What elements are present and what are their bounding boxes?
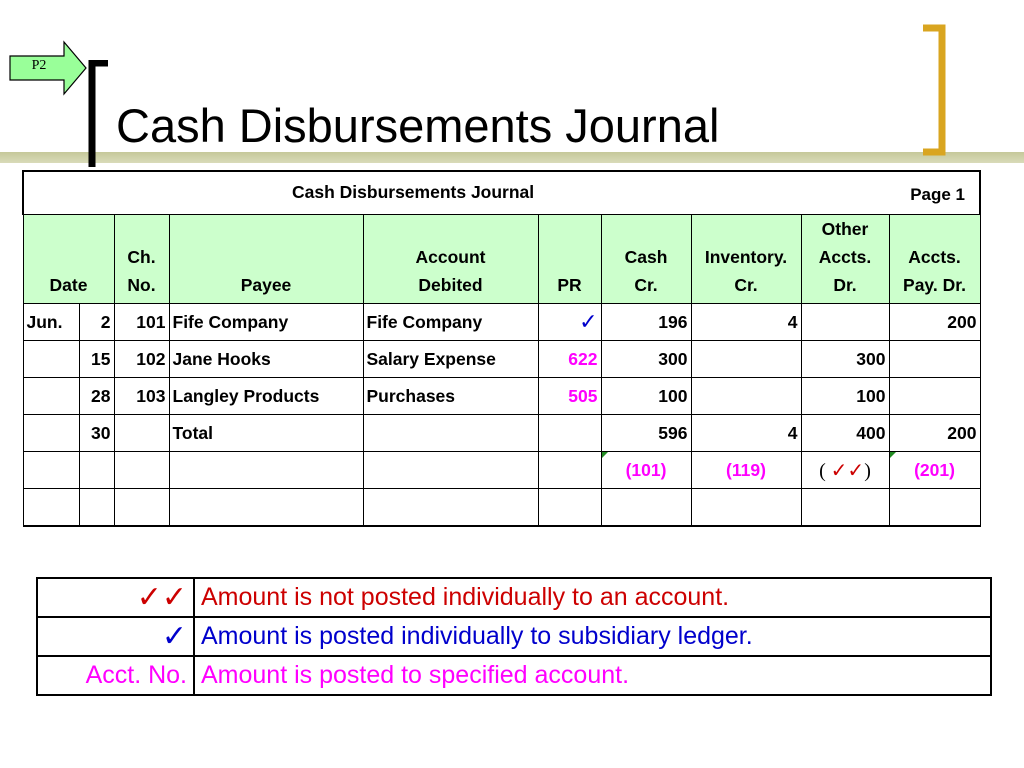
header-ch-label: Ch.	[127, 247, 156, 267]
cell-other-total: 400	[801, 415, 889, 452]
ap-posting-ref: (201)	[914, 459, 955, 480]
cell-empty	[691, 489, 801, 527]
cell-pr: 505	[538, 378, 601, 415]
cell-empty	[889, 489, 980, 527]
cell-accts-payable-total: 200	[889, 415, 980, 452]
cell-accts-payable	[889, 378, 980, 415]
header-cash-cr	[601, 215, 691, 304]
legend-table	[36, 577, 992, 696]
cell-cash-total: 596	[601, 415, 691, 452]
cell-inventory-posting-ref: (119)	[691, 452, 801, 489]
table-row-empty	[23, 489, 980, 527]
cell-empty	[114, 452, 169, 489]
cell-inventory	[691, 341, 801, 378]
cash-disbursements-journal-table	[22, 170, 981, 527]
legend-row	[37, 617, 991, 656]
header-other-label: Other	[821, 219, 869, 239]
cell-payee: Total	[169, 415, 363, 452]
cell-empty	[23, 489, 79, 527]
header-other-dr-label: Dr.	[833, 275, 857, 295]
cell-empty	[801, 489, 889, 527]
legend-key-acct-no: Acct. No.	[37, 656, 194, 695]
header-account-debited	[363, 215, 538, 304]
cell-month	[23, 415, 79, 452]
cell-empty	[114, 489, 169, 527]
olive-divider-bar	[0, 152, 1024, 163]
journal-page-label: Page 1	[910, 185, 965, 204]
cell-empty	[363, 452, 538, 489]
comment-marker-icon	[890, 452, 896, 458]
header-ap-dr-label: Pay. Dr.	[903, 275, 966, 295]
cell-payee: Fife Company	[169, 304, 363, 341]
cell-accts-payable	[889, 341, 980, 378]
cell-day: 28	[79, 378, 114, 415]
cell-accts-payable: 200	[889, 304, 980, 341]
cell-empty	[79, 489, 114, 527]
table-row	[23, 378, 980, 415]
cell-account: Fife Company	[363, 304, 538, 341]
cell-cash: 300	[601, 341, 691, 378]
table-row	[23, 341, 980, 378]
cell-inventory: 4	[691, 304, 801, 341]
legend-text: Amount is posted to specified account.	[194, 656, 991, 695]
cell-day: 30	[79, 415, 114, 452]
journal-title: Cash Disbursements Journal	[292, 182, 535, 202]
header-inventory-cr	[691, 215, 801, 304]
cell-other: 300	[801, 341, 889, 378]
cell-month	[23, 378, 79, 415]
header-inventory-label: Inventory.	[704, 247, 788, 267]
cell-check-no	[114, 415, 169, 452]
cell-other	[801, 304, 889, 341]
cell-pr: 622	[538, 341, 601, 378]
p2-badge-label: P2	[31, 58, 47, 73]
slide-title: Cash Disbursements Journal	[116, 99, 720, 152]
cell-cash: 196	[601, 304, 691, 341]
cell-empty	[169, 489, 363, 527]
right-bracket-icon	[920, 24, 950, 156]
cell-day: 15	[79, 341, 114, 378]
table-row	[23, 304, 980, 341]
cell-empty	[538, 489, 601, 527]
legend-row	[37, 578, 991, 617]
cell-empty	[363, 489, 538, 527]
cell-payee: Langley Products	[169, 378, 363, 415]
header-debited-label: Debited	[418, 275, 483, 295]
left-bracket-icon	[86, 60, 112, 170]
close-paren: )	[864, 459, 871, 482]
cell-inventory-total: 4	[691, 415, 801, 452]
cell-month	[23, 341, 79, 378]
cell-check-no: 101	[114, 304, 169, 341]
cell-check-no: 103	[114, 378, 169, 415]
header-other-accts-dr	[801, 215, 889, 304]
cell-other: 100	[801, 378, 889, 415]
cell-payee: Jane Hooks	[169, 341, 363, 378]
cell-month: Jun.	[23, 304, 79, 341]
legend-text: Amount is posted individually to subsidiary ledger.	[194, 617, 991, 656]
header-pr-label: PR	[557, 275, 582, 295]
legend-row	[37, 656, 991, 695]
journal-title-cell	[23, 171, 980, 215]
header-ap-label: Accts.	[908, 247, 961, 267]
header-payee	[169, 215, 363, 304]
header-no-label: No.	[127, 275, 156, 295]
header-date	[23, 215, 114, 304]
cell-account: Salary Expense	[363, 341, 538, 378]
cell-pr	[538, 415, 601, 452]
check-mark-icon: ✓	[37, 617, 194, 656]
cell-account	[363, 415, 538, 452]
cell-empty	[169, 452, 363, 489]
cell-account: Purchases	[363, 378, 538, 415]
check-mark-icon: ✓	[538, 304, 601, 341]
table-row-posting-refs	[23, 452, 980, 489]
journal-title-row	[23, 171, 980, 215]
header-cash-cr-label: Cr.	[634, 275, 658, 295]
double-check-mark-icon: ✓✓	[37, 578, 194, 617]
comment-marker-icon	[602, 452, 608, 458]
cell-empty	[538, 452, 601, 489]
cell-cash: 100	[601, 378, 691, 415]
header-inventory-cr-label: Cr.	[734, 275, 758, 295]
cell-empty	[23, 452, 79, 489]
header-cash-label: Cash	[624, 247, 668, 267]
cell-check-no: 102	[114, 341, 169, 378]
header-ch-no	[114, 215, 169, 304]
journal-header-row	[23, 215, 980, 304]
cell-accts-payable-posting-ref	[889, 452, 980, 489]
header-pr	[538, 215, 601, 304]
header-accts-pay-dr	[889, 215, 980, 304]
cell-other-posting-ref	[801, 452, 889, 489]
cell-cash-posting-ref	[601, 452, 691, 489]
legend-text: Amount is not posted individually to an account.	[194, 578, 991, 617]
cash-posting-ref: (101)	[625, 459, 667, 480]
cell-empty	[79, 452, 114, 489]
double-check-mark-icon: ✓✓	[830, 457, 865, 482]
open-paren: (	[819, 459, 826, 482]
cell-empty	[601, 489, 691, 527]
header-account-label: Account	[415, 247, 486, 267]
header-date-label: Date	[49, 275, 88, 295]
table-row-total	[23, 415, 980, 452]
cell-inventory	[691, 378, 801, 415]
cell-day: 2	[79, 304, 114, 341]
header-other-accts-label: Accts.	[818, 247, 872, 267]
header-payee-label: Payee	[240, 275, 292, 295]
